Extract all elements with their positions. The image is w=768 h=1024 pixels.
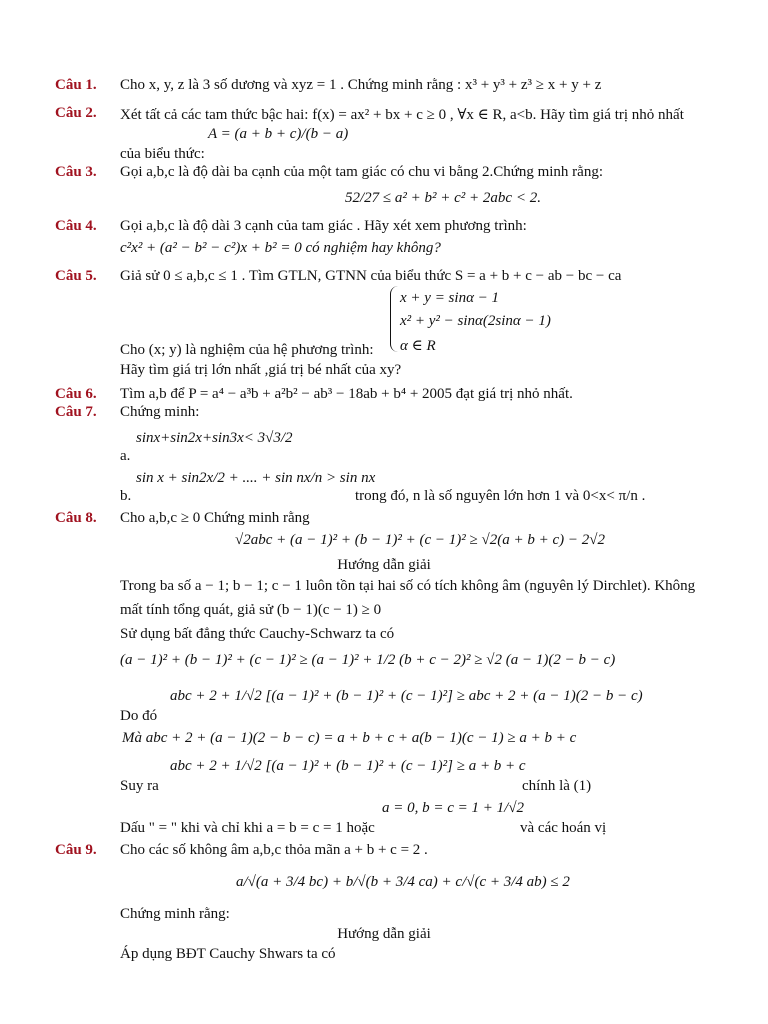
solution-8-line-1: Trong ba số a − 1; b − 1; c − 1 luôn tồn tại hai số có tích không âm (nguyên lý Dirchlet). Không	[120, 578, 696, 594]
solution-8-line-8: và các hoán vị	[520, 820, 607, 836]
system-eq-3: α ∈ R	[400, 338, 436, 354]
solution-heading-9: Hướng dẫn giải	[337, 926, 431, 942]
problem-2-line-2: của biểu thức:	[120, 146, 205, 162]
problem-4-line-1: Gọi a,b,c là độ dài 3 cạnh của tam giác . Hãy xét xem phương trình:	[120, 218, 527, 234]
problem-5-line-1: Giả sử 0 ≤ a,b,c ≤ 1 . Tìm GTLN, GTNN của biểu thức S = a + b + c − ab − bc − ca	[120, 268, 622, 284]
solution-8-formula-1: (a − 1)² + (b − 1)² + (c − 1)² ≥ (a − 1)² + 1/2 (b + c − 2)² ≥ √2 (a − 1)(2 − b − c)	[120, 652, 616, 668]
problem-3-line-1: Gọi a,b,c là độ dài ba cạnh của một tam giác có chu vi bằng 2.Chứng minh rằng:	[120, 164, 603, 180]
problem-7b-formula: sin x + sin2x/2 + .... + sin nx/n > sin nx	[136, 470, 376, 486]
problem-2-line-1: Xét tất cả các tam thức bậc hai: f(x) = ax² + bx + c ≥ 0 , ∀x ∈ R, a<b. Hãy tìm giá trị nhỏ nhất	[120, 107, 684, 123]
problem-label-9: Câu 9.	[55, 842, 97, 858]
problem-label-2: Câu 2.	[55, 105, 97, 121]
solution-8-line-6: chính là (1)	[522, 778, 592, 794]
problem-2-formula: A = (a + b + c)/(b − a)	[208, 126, 349, 142]
problem-7b-condition: trong đó, n là số nguyên lớn hơn 1 và 0<x< π/n .	[355, 488, 646, 504]
problem-3-formula: 52/27 ≤ a² + b² + c² + 2abc < 2.	[345, 190, 541, 206]
problem-8-formula: √2abc + (a − 1)² + (b − 1)² + (c − 1)² ≥ √2(a + b + c) − 2√2	[235, 532, 605, 548]
solution-8-line-3: Sử dụng bất đẳng thức Cauchy-Schwarz ta có	[120, 626, 395, 642]
solution-8-formula-2: abc + 2 + 1/√2 [(a − 1)² + (b − 1)² + (c − 1)²] ≥ abc + 2 + (a − 1)(2 − b − c)	[170, 688, 643, 704]
problem-7b-label: b.	[120, 488, 132, 504]
problem-5-line-2: Cho (x; y) là nghiệm của hệ phương trình:	[120, 342, 374, 358]
problem-7-line-1: Chứng minh:	[120, 404, 200, 420]
solution-8-formula-4: abc + 2 + 1/√2 [(a − 1)² + (b − 1)² + (c − 1)²] ≥ a + b + c	[170, 758, 526, 774]
problem-label-7: Câu 7.	[55, 404, 97, 420]
problem-label-8: Câu 8.	[55, 510, 97, 526]
problem-4-formula: c²x² + (a² − b² − c²)x + b² = 0 có nghiệm hay không?	[120, 240, 441, 256]
solution-8-line-4: Do đó	[120, 708, 158, 724]
problem-9-formula: a/√(a + 3/4 bc) + b/√(b + 3/4 ca) + c/√(c + 3/4 ab) ≤ 2	[236, 874, 570, 890]
system-brace	[390, 286, 399, 352]
solution-8-formula-5: a = 0, b = c = 1 + 1/√2	[382, 800, 525, 816]
problem-6-line: Tìm a,b để P = a⁴ − a³b + a²b² − ab³ − 18ab + b⁴ + 2005 đạt giá trị nhỏ nhất.	[120, 386, 573, 402]
problem-7a-formula: sinx+sin2x+sin3x< 3√3/2	[136, 430, 293, 446]
system-eq-1: x + y = sinα − 1	[400, 290, 500, 306]
problem-label-4: Câu 4.	[55, 218, 97, 234]
solution-8-formula-3: Mà abc + 2 + (a − 1)(2 − b − c) = a + b + c + a(b − 1)(c − 1) ≥ a + b + c	[122, 730, 577, 746]
solution-8-line-5: Suy ra	[120, 778, 159, 794]
problem-8-line-1: Cho a,b,c ≥ 0 Chứng minh rằng	[120, 510, 310, 526]
problem-label-5: Câu 5.	[55, 268, 97, 284]
problem-1-line: Cho x, y, z là 3 số dương và xyz = 1 . Chứng minh rằng : x³ + y³ + z³ ≥ x + y + z	[120, 77, 602, 93]
system-eq-2: x² + y² − sinα(2sinα − 1)	[400, 313, 551, 329]
problem-label-1: Câu 1.	[55, 77, 97, 93]
solution-8-line-2: mất tính tổng quát, giả sử (b − 1)(c − 1) ≥ 0	[120, 602, 382, 618]
problem-5-line-3: Hãy tìm giá trị lớn nhất ,giá trị bé nhất của xy?	[120, 362, 402, 378]
solution-9-line-1: Áp dụng BĐT Cauchy Shwars ta có	[120, 946, 336, 962]
problem-7a-label: a.	[120, 448, 131, 464]
solution-heading-8: Hướng dẫn giải	[337, 557, 431, 573]
problem-9-line-1: Cho các số không âm a,b,c thỏa mãn a + b + c = 2 .	[120, 842, 428, 858]
problem-label-6: Câu 6.	[55, 386, 97, 402]
solution-8-line-7: Dấu " = " khi và chỉ khi a = b = c = 1 hoặc	[120, 820, 375, 836]
problem-9-line-2: Chứng minh rằng:	[120, 906, 230, 922]
problem-label-3: Câu 3.	[55, 164, 97, 180]
